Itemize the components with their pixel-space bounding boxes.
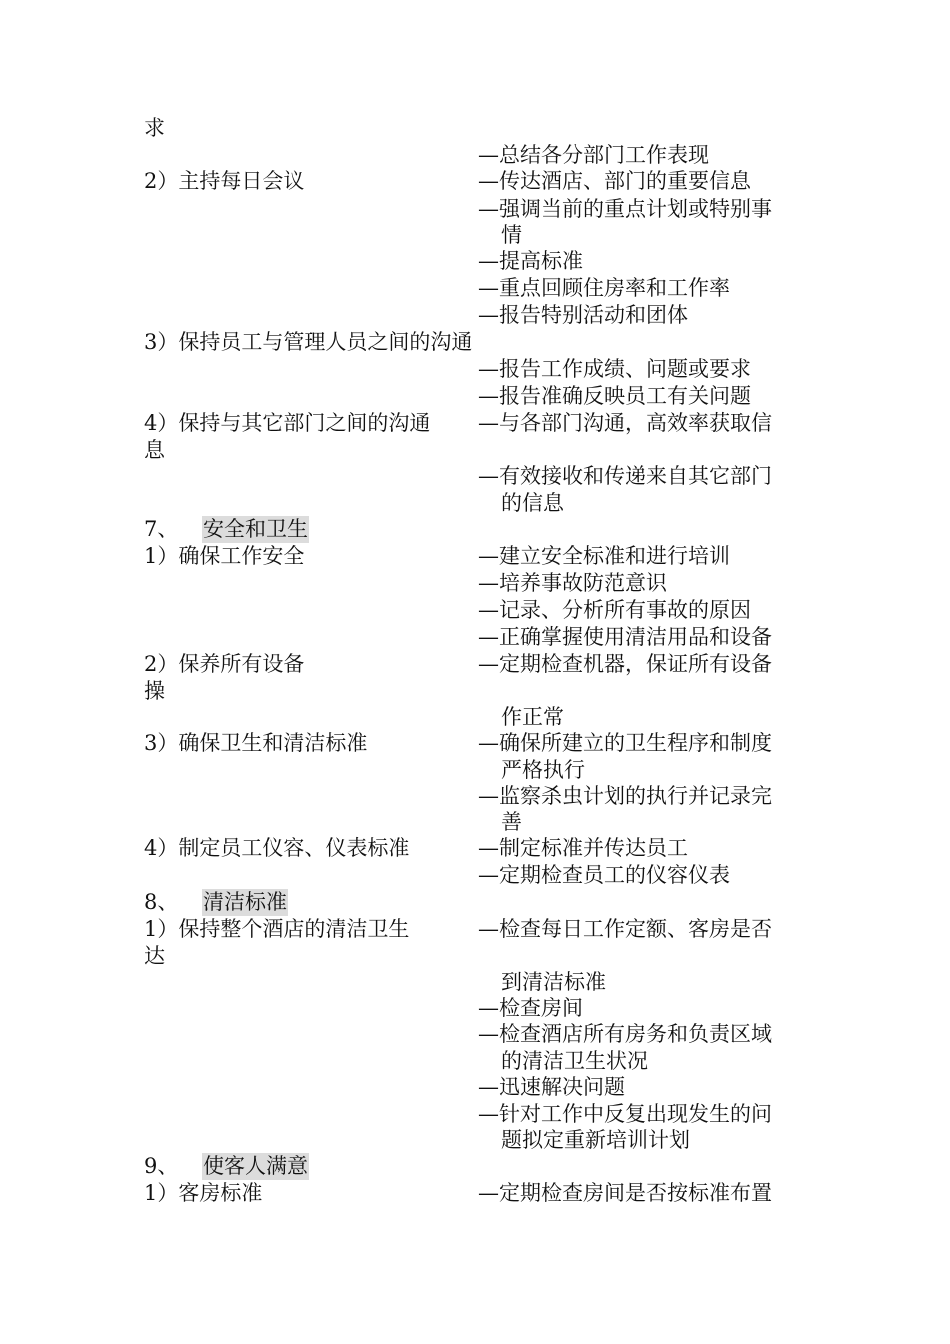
text-line: —重点回顾住房率和工作率	[478, 276, 730, 300]
text-line: 3）保持员工与管理人员之间的沟通	[144, 330, 473, 354]
text-line: 3）确保卫生和清洁标准	[144, 731, 368, 755]
section-title: 安全和卫生	[203, 517, 308, 541]
text-line: —制定标准并传达员工	[478, 836, 688, 860]
section-number: 8、	[144, 890, 179, 914]
text-line: 4）制定员工仪容、仪表标准	[144, 836, 410, 860]
text-line: —提高标准	[478, 249, 583, 273]
text-line: —针对工作中反复出现发生的问	[478, 1102, 772, 1126]
text-line: 的清洁卫生状况	[501, 1049, 648, 1073]
text-line: —有效接收和传递来自其它部门	[478, 464, 772, 488]
text-line: 到清洁标准	[501, 970, 606, 994]
text-line: 1）确保工作安全	[144, 544, 305, 568]
text-line: —培养事故防范意识	[478, 571, 667, 595]
section-number: 7、	[144, 517, 179, 541]
text-line: —检查酒店所有房务和负责区域	[478, 1022, 772, 1046]
text-line: —定期检查员工的仪容仪表	[478, 863, 730, 887]
text-line: 求	[144, 116, 165, 140]
text-line: 题拟定重新培训计划	[501, 1128, 690, 1152]
text-line: 的信息	[501, 491, 564, 515]
text-line: —传达酒店、部门的重要信息	[478, 169, 751, 193]
text-line: 严格执行	[501, 758, 585, 782]
text-line: 2）主持每日会议	[144, 169, 305, 193]
text-line: —监察杀虫计划的执行并记录完	[478, 784, 772, 808]
text-line: —与各部门沟通，高效率获取信	[478, 411, 772, 435]
text-line: 操	[144, 679, 165, 703]
section-title: 使客人满意	[203, 1154, 308, 1178]
text-line: —正确掌握使用清洁用品和设备	[478, 625, 772, 649]
text-line: —迅速解决问题	[478, 1075, 625, 1099]
text-line: 息	[144, 438, 165, 462]
text-line: 1）保持整个酒店的清洁卫生	[144, 917, 410, 941]
text-line: —强调当前的重点计划或特别事	[478, 197, 772, 221]
text-line: —检查每日工作定额、客房是否	[478, 917, 772, 941]
text-line: 达	[144, 944, 165, 968]
text-line: —检查房间	[478, 996, 583, 1020]
text-line: 善	[501, 810, 522, 834]
text-line: 情	[501, 223, 522, 247]
text-line: —建立安全标准和进行培训	[478, 544, 730, 568]
text-line: 4）保持与其它部门之间的沟通	[144, 411, 431, 435]
text-line: —报告特别活动和团体	[478, 303, 688, 327]
text-line: —总结各分部门工作表现	[478, 143, 709, 167]
text-line: —报告工作成绩、问题或要求	[478, 357, 751, 381]
text-line: 作正常	[501, 705, 564, 729]
text-line: 1）客房标准	[144, 1181, 263, 1205]
text-line: —记录、分析所有事故的原因	[478, 598, 751, 622]
text-line: —报告准确反映员工有关问题	[478, 384, 751, 408]
section-number: 9、	[144, 1154, 179, 1178]
text-line: 2）保养所有设备	[144, 652, 305, 676]
text-line: —定期检查机器，保证所有设备	[478, 652, 772, 676]
text-line: —定期检查房间是否按标准布置	[478, 1181, 772, 1205]
text-line: —确保所建立的卫生程序和制度	[478, 731, 772, 755]
section-title: 清洁标准	[203, 890, 287, 914]
